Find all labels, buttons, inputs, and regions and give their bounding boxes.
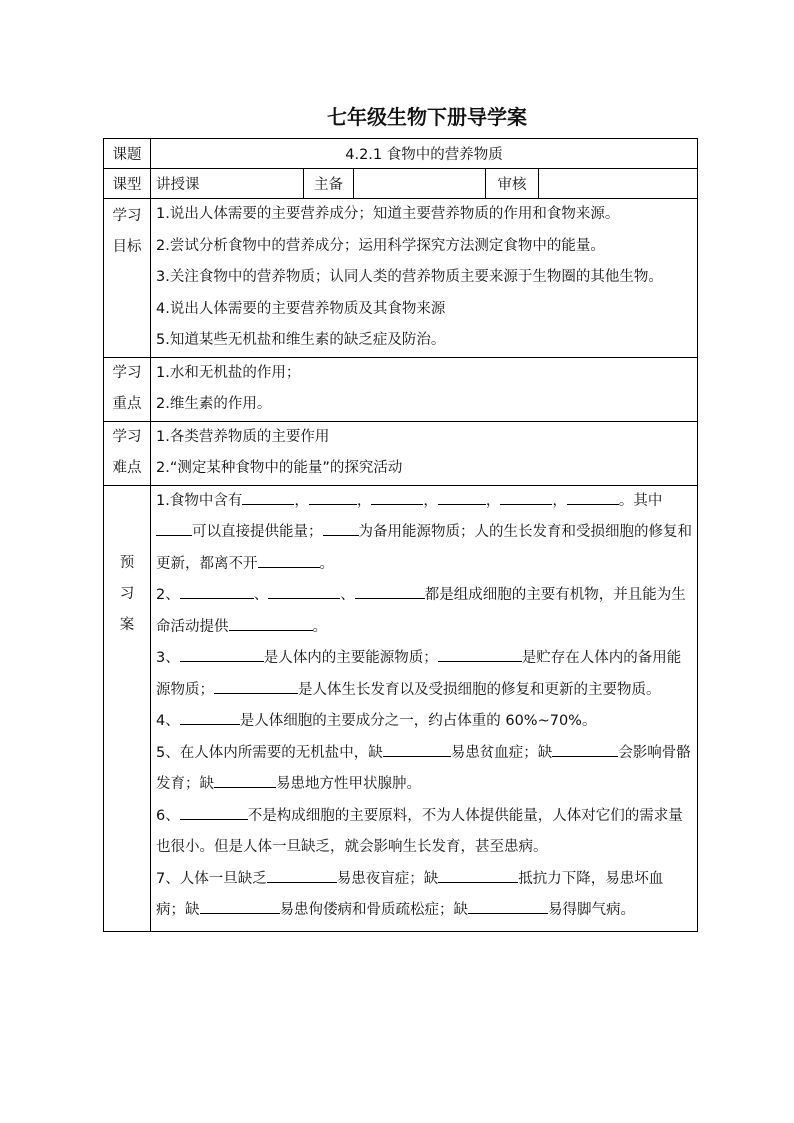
objective-item: 3.关注食物中的营养物质；认同人类的营养物质主要来源于生物圈的其他生物。 [156,269,663,285]
question-6: 6、 不是构成细胞的主要原料，不为人体提供能量，人体对它们的需求量也很小。但是人体一旦缺乏，就会影响生长发育，甚至患病。 [156,801,692,864]
answer-blank[interactable] [371,490,423,505]
question-7: 7、人体一旦缺乏 易患夜盲症；缺 抵抗力下降，易患坏血病；缺 易患佝偻病和骨质疏松症；缺 易得脚气病。 [156,864,692,927]
lead-label: 主备 [304,169,354,199]
difficulty-item: 2.“测定某种食物中的能量”的探究活动 [156,460,403,476]
answer-blank[interactable] [267,868,337,883]
answer-blank[interactable] [229,616,313,631]
answer-blank[interactable] [180,584,254,599]
preview-content [151,485,698,931]
answer-blank[interactable] [242,490,294,505]
answer-blank[interactable] [180,647,264,662]
objective-item: 4.说出人体需要的主要营养物质及其食物来源 [156,300,446,317]
preview-label: 预 习 案 [104,485,151,931]
key-point-item: 2.维生素的作用。 [156,396,272,412]
objectives-content [151,199,698,358]
question-2: 2、 、 、 都是组成细胞的主要有机物，并且能为生命活动提供 。 [156,580,692,643]
key-points-label: 学习 重点 [104,357,151,421]
answer-blank[interactable] [468,899,548,914]
difficulties-content [151,421,698,485]
objective-item: 1.说出人体需要的主要营养成分；知道主要营养物质的作用和食物来源。 [156,206,620,222]
answer-blank[interactable] [438,647,522,662]
review-value [539,169,698,199]
question-3: 3、 是人体内的主要能源物质； 是贮存在人体内的备用能源物质； 是人体生长发育以及受损细胞的修复和更新的主要物质。 [156,643,692,706]
answer-blank[interactable] [258,553,320,568]
key-points-row [104,357,698,421]
answer-blank[interactable] [214,773,276,788]
answer-blank[interactable] [214,679,298,694]
answer-blank[interactable] [438,868,518,883]
answer-blank[interactable] [180,710,240,725]
answer-blank[interactable] [438,490,486,505]
answer-blank[interactable] [552,742,618,757]
answer-blank[interactable] [567,490,619,505]
answer-blank[interactable] [156,521,192,536]
answer-blank[interactable] [355,584,425,599]
topic-label: 课题 [104,139,151,169]
question-5: 5、在人体内所需要的无机盐中，缺 易患贫血症；缺 会影响骨骼发育；缺 易患地方性甲状腺肿。 [156,738,692,801]
type-row [104,169,698,199]
answer-blank[interactable] [323,521,359,536]
lead-value [354,169,486,199]
answer-blank[interactable] [200,899,280,914]
key-points-content [151,357,698,421]
topic-value: 4.2.1 食物中的营养物质 [151,139,698,169]
topic-row [104,139,698,169]
review-label: 审核 [486,169,539,199]
type-value: 讲授课 [151,169,304,199]
study-guide-table [103,138,698,932]
question-4: 4、 是人体细胞的主要成分之一，约占体重的 60%~70%。 [156,706,692,738]
question-1: 1.食物中含有 ， ， ， ， ， 。其中可以直接提供能量； 为备用能源物质；人的生长发育和受损细胞的修复和更新，都离不开 。 [156,486,692,581]
answer-blank[interactable] [383,742,451,757]
answer-blank[interactable] [268,584,340,599]
objectives-label: 学习 目标 [104,199,151,358]
objectives-row [104,199,698,358]
difficulty-item: 1.各类营养物质的主要作用 [156,428,330,445]
difficulties-row [104,421,698,485]
objective-item: 5.知道某些无机盐和维生素的缺乏症及防治。 [156,332,446,348]
key-point-item: 1.水和无机盐的作用； [156,364,301,381]
difficulties-label: 学习 难点 [104,421,151,485]
objective-item: 2.尝试分析食物中的营养成分；运用科学探究方法测定食物中的能量。 [156,237,605,254]
page-title: 七年级生物下册导学案 [327,105,527,129]
type-label: 课型 [104,169,151,199]
preview-row [104,485,698,931]
answer-blank[interactable] [309,490,357,505]
answer-blank[interactable] [500,490,552,505]
answer-blank[interactable] [180,805,248,820]
